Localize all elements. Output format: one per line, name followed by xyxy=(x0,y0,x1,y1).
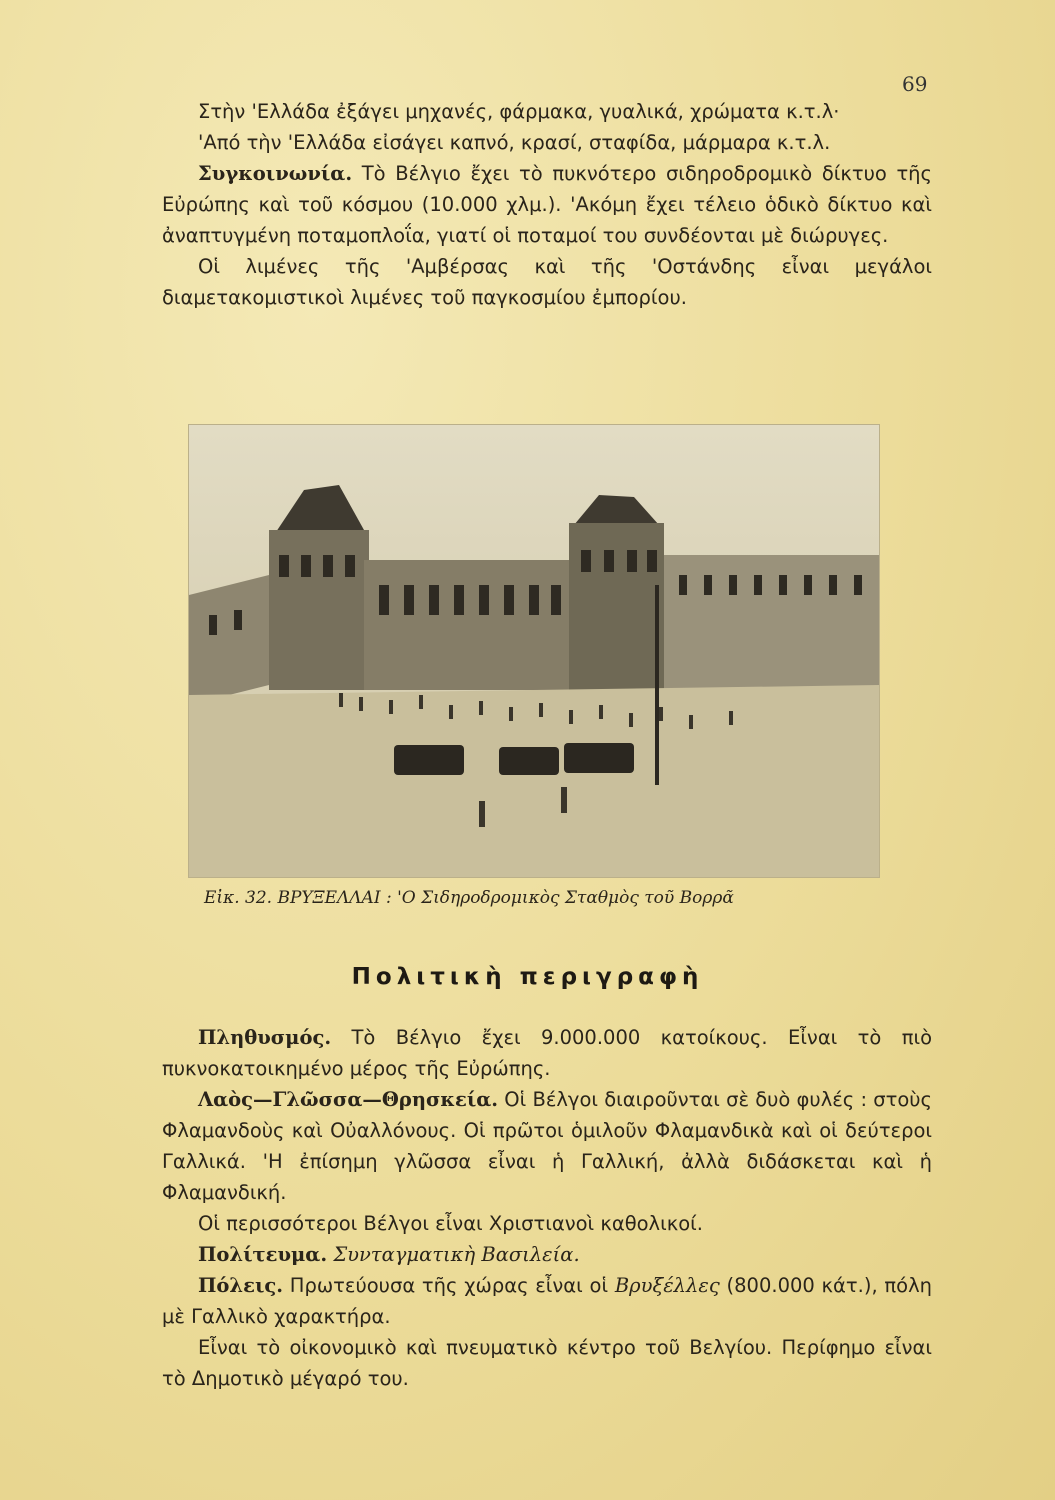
section-title: Πολιτικὴ περιγραφὴ xyxy=(351,964,704,990)
station-photo xyxy=(188,424,880,878)
center-paragraph: Εἶναι τὸ οἰκονομικὸ καὶ πνευματικὸ κέντρο τοῦ Βελγίου. Περίφημο εἶναι τὸ Δημοτικὸ μέγαρό του. xyxy=(162,1336,932,1390)
communication-heading: Συγκοινωνία. xyxy=(198,162,353,185)
ports-paragraph: Οἱ λιμένες τῆς 'Αμβέρσας καὶ τῆς 'Οστάνδης εἶναι μεγάλοι διαμετακομιστικοὶ λιμένες τοῦ παγκοσμίου ἐμπορίου. xyxy=(162,255,932,309)
cities-text-1: Πρωτεύουσα τῆς χώρας εἶναι οἱ xyxy=(283,1274,615,1297)
population-text: Τὸ Βέλγιο ἔχει 9.000.000 κατοίκους. Εἶναι τὸ πιὸ πυκνοκατοικημένο μέρος τῆς Εὐρώπης. xyxy=(162,1026,932,1080)
figure-caption: Εἰκ. 32. ΒΡΥΞΕΛΛΑΙ : 'Ο Σιδηροδρομικὸς Σταθμὸς τοῦ Βορρᾶ xyxy=(204,888,734,908)
religion-paragraph: Οἱ περισσότεροι Βέλγοι εἶναι Χριστιανοὶ καθολικοί. xyxy=(198,1212,703,1235)
language-heading: Λαὸς—Γλῶσσα—Θρησκεία. xyxy=(198,1088,499,1111)
communication-text: Τὸ Βέλγιο ἔχει τὸ πυκνότερο σιδηροδρομικὸ δίκτυο τῆς Εὐρώπης καὶ τοῦ κόσμου (10.000 χλμ.). 'Ακόμη ἔχει τέλειο ὁδικὸ δίκτυο καὶ ἀναπτυγμένη ποταμοπλοΐα, γιατί οἱ ποταμοί του συνδέονται μὲ διώρυγες. xyxy=(162,162,932,247)
page-number: 69 xyxy=(902,72,928,96)
import-line: 'Από τὴν 'Ελλάδα εἰσάγει καπνό, κρασί, σταφίδα, μάρμαρα κ.τ.λ. xyxy=(198,131,831,154)
export-line: Στὴν 'Ελλάδα ἐξάγει μηχανές, φάρμακα, γυαλικά, χρώματα κ.τ.λ· xyxy=(198,100,840,123)
language-text: Οἱ Βέλγοι διαιροῦνται σὲ δυὸ φυλές : στοὺς Φλαμανδοὺς καὶ Οὐαλλόνους. Οἱ πρῶτοι ὁμιλοῦν Φλαμανδικὰ καὶ οἱ δεύτεροι Γαλλικά. 'Η ἐπίσημη γλῶσσα εἶναι ἡ Γαλλική, ἀλλὰ διδάσκεται καὶ ἡ Φλαμανδική. xyxy=(162,1088,932,1204)
government-heading: Πολίτευμα. xyxy=(198,1243,328,1266)
government-text: Συνταγματικὴ Βασιλεία. xyxy=(333,1243,580,1266)
cities-name: Βρυξέλλες xyxy=(614,1274,720,1297)
cities-heading: Πόλεις. xyxy=(198,1274,284,1297)
communication-paragraph xyxy=(162,158,932,251)
cities-paragraph xyxy=(162,1270,932,1332)
population-heading: Πληθυσμός. xyxy=(198,1026,332,1049)
population-paragraph xyxy=(162,1022,932,1084)
language-paragraph xyxy=(162,1084,932,1208)
top-text-block xyxy=(162,96,932,313)
government-paragraph xyxy=(162,1239,932,1270)
cities-text-2: (800.000 κάτ.), πόλη μὲ Γαλλικὸ χαρακτήρα. xyxy=(162,1274,932,1328)
bottom-text-block xyxy=(162,1022,932,1394)
